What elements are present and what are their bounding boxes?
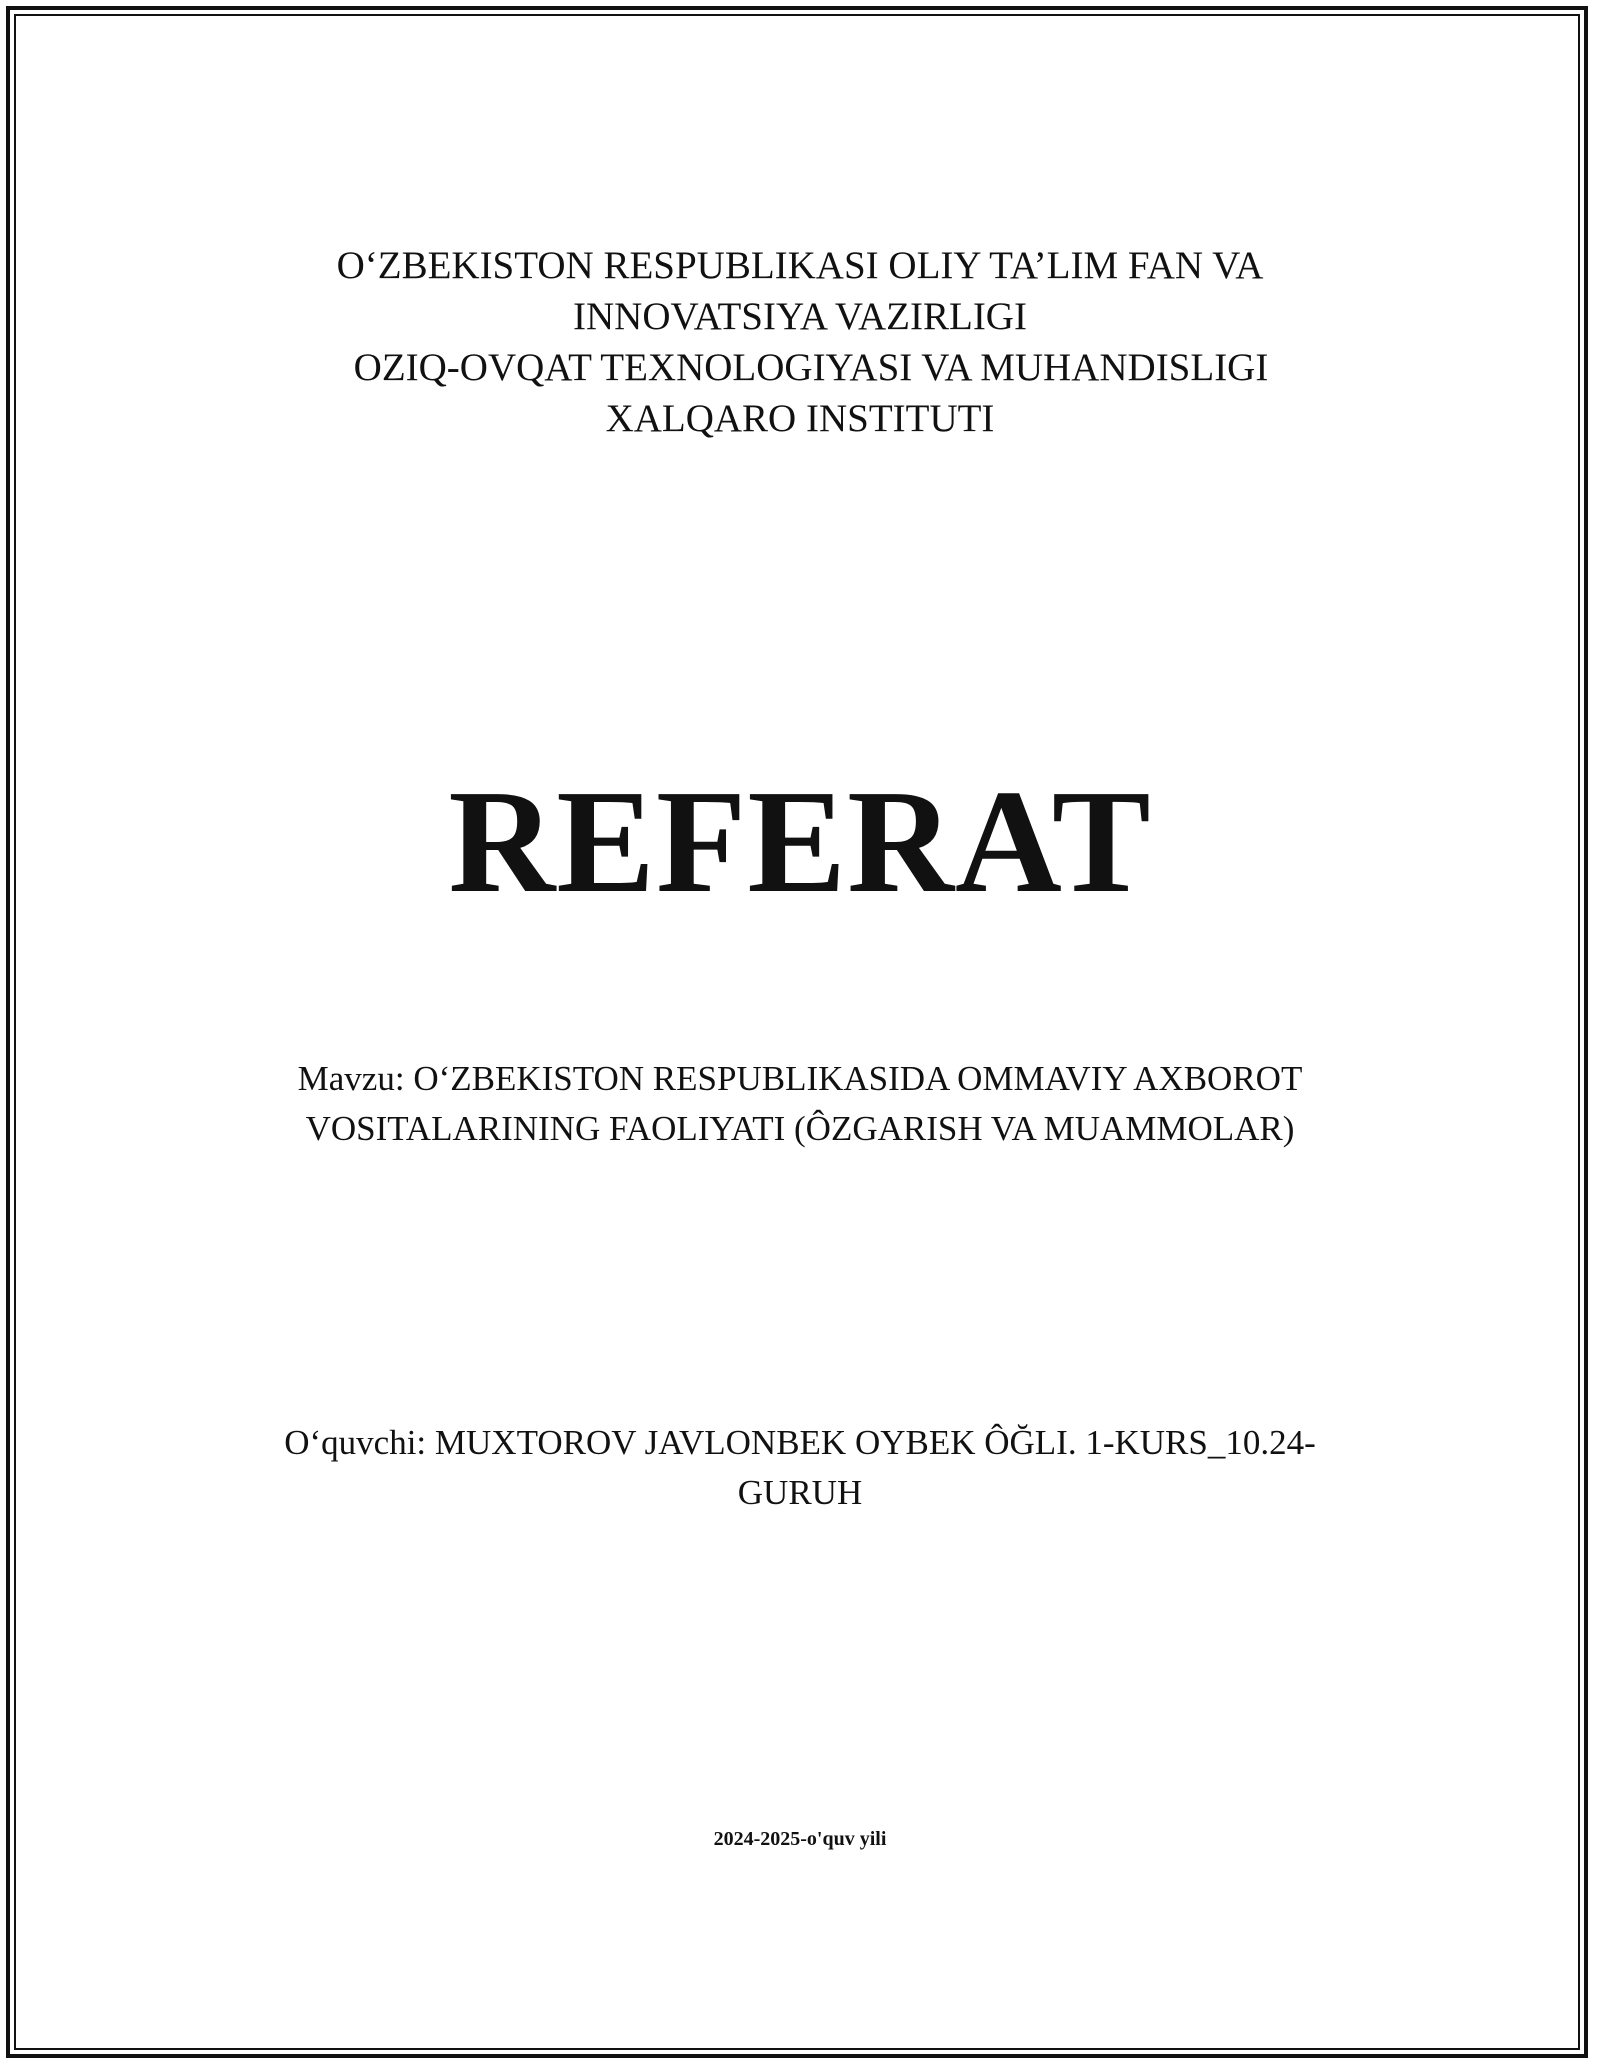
- institution-header: [0, 240, 1600, 444]
- topic-line-1: Mavzu: O‘ZBEKISTON RESPUBLIKASIDA OMMAVIY AXBOROT: [297, 1059, 1303, 1098]
- institution-line-3: OZIQ-OVQAT TEXNOLOGIYASI VA MUHANDISLIGI: [353, 346, 1269, 389]
- student-line-2: GURUH: [737, 1473, 863, 1512]
- academic-year: 2024-2025-o'quv yili: [713, 1828, 887, 1850]
- institution-line-2: INNOVATSIYA VAZIRLIGI: [573, 295, 1027, 338]
- topic-block: [0, 1054, 1600, 1154]
- topic-line-2: VOSITALARINING FAOLIYATI (ÔZGARISH VA MUAMMOLAR): [305, 1109, 1295, 1148]
- student-block: [0, 1418, 1600, 1518]
- student-line-1: O‘quvchi: MUXTOROV JAVLONBEK OYBEK ÔĞLI. 1-KURS_10.24-: [284, 1423, 1316, 1462]
- document-title: REFERAT: [448, 760, 1152, 924]
- institution-line-4: XALQARO INSTITUTI: [605, 397, 995, 440]
- institution-line-1: O‘ZBEKISTON RESPUBLIKASI OLIY TA’LIM FAN VA: [336, 244, 1264, 287]
